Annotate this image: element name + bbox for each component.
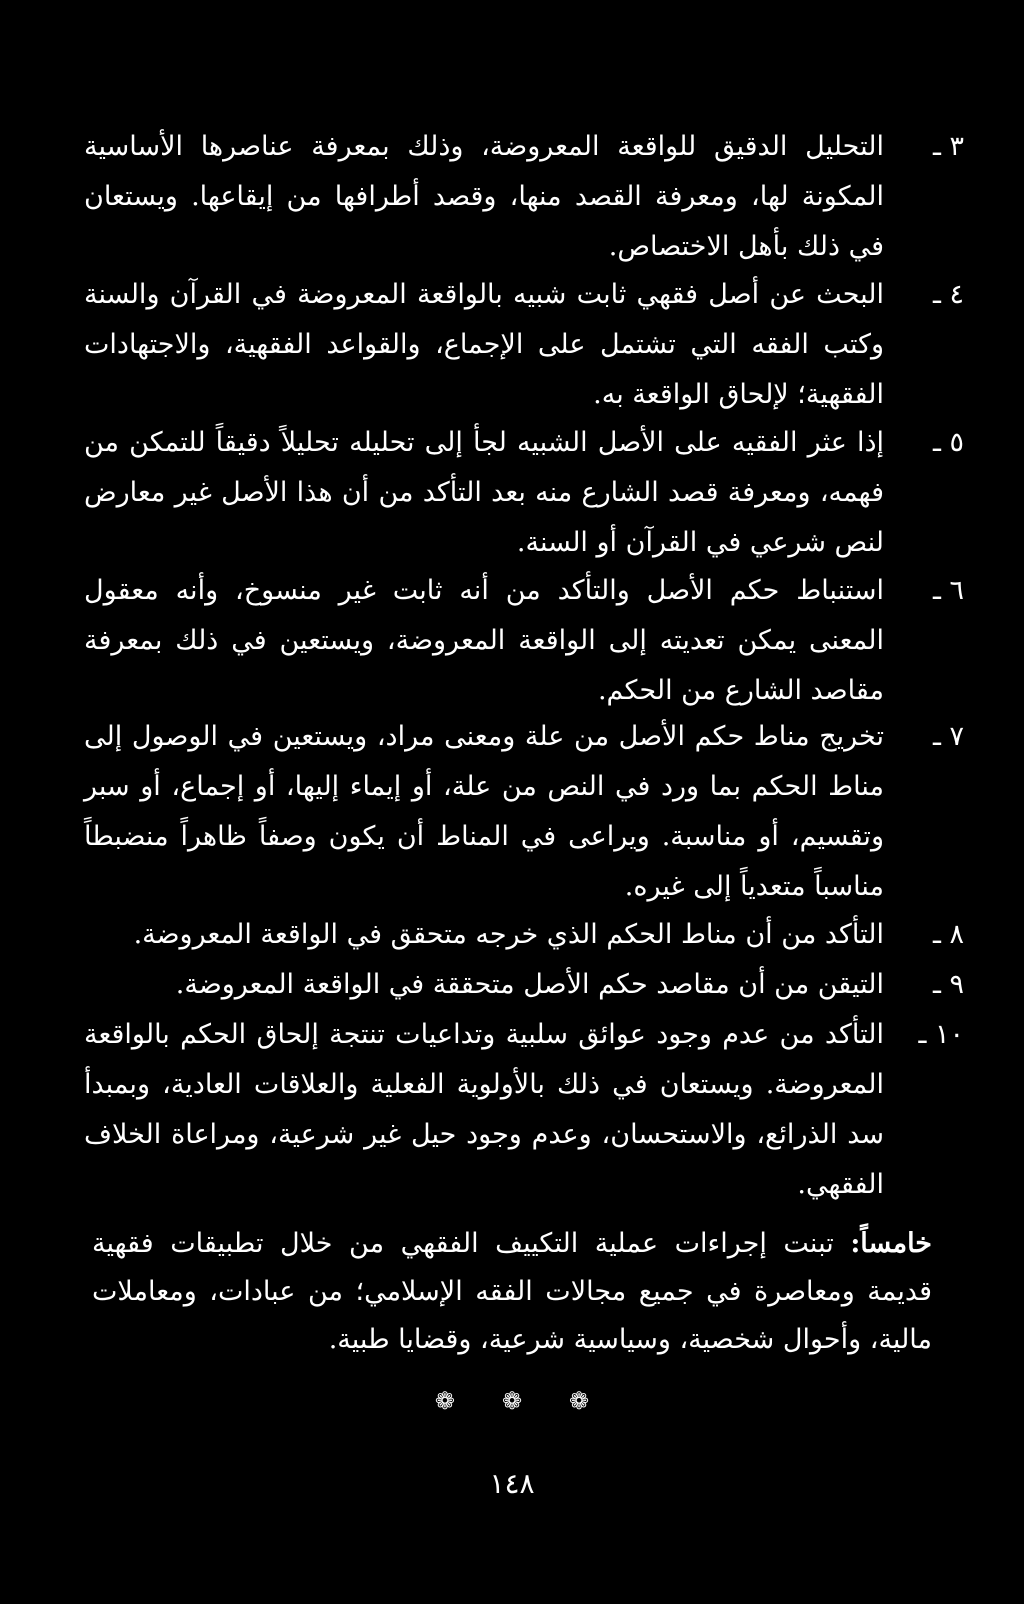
- list-item-4: [84, 270, 964, 420]
- conclusion-text: تبنت إجراءات عملية التكييف الفقهي من خلال تطبيقات فقهية قديمة ومعاصرة في جميع مجالات الفقه الإسلامي؛ من عبادات، ومعاملات مالية، وأحوال شخصية، وسياسية شرعية، وقضايا طبية.: [92, 1228, 932, 1355]
- item-text: التأكد من عدم وجود عوائق سلبية وتداعيات تنتجة إلحاق الحكم بالواقعة المعروضة. ويستعان في ذلك بالأولوية الفعلية والعلاقات العادية، وبمبدأ سد الذرائع، والاستحسان، وعدم وجود حيل غير شرعية، ومراعاة الخلاف الفقهي.: [84, 1019, 884, 1200]
- flower-ornament-icon: ❁: [569, 1387, 590, 1415]
- item-text: التيقن من أن مقاصد حكم الأصل متحققة في الواقعة المعروضة.: [175, 969, 884, 1000]
- list-item-9: [84, 960, 964, 1010]
- item-text: التحليل الدقيق للواقعة المعروضة، وذلك بمعرفة عناصرها الأساسية المكونة لها، ومعرفة القصد منها، وقصد أطرافها من إيقاعها. ويستعان في ذلك بأهل الاختصاص.: [84, 131, 884, 262]
- list-item-3: [84, 122, 964, 272]
- flower-ornament-icon: ❁: [434, 1387, 455, 1415]
- conclusion-paragraph: [92, 1220, 932, 1364]
- conclusion-label: خامساً:: [850, 1228, 932, 1259]
- section-divider: [0, 1388, 1024, 1414]
- list-item-10: [84, 1010, 964, 1210]
- list-item-6: [84, 566, 964, 716]
- item-number: ٩ ـ: [932, 969, 964, 1000]
- list-item-8: [84, 910, 964, 960]
- item-number: ٧ ـ: [932, 721, 964, 752]
- item-text: التأكد من أن مناط الحكم الذي خرجه متحقق في الواقعة المعروضة.: [133, 919, 884, 950]
- list-item-7: [84, 712, 964, 912]
- page-number: ١٤٨: [489, 1467, 535, 1500]
- item-number: ١٠ ـ: [918, 1019, 964, 1050]
- item-number: ٤ ـ: [932, 279, 964, 310]
- item-text: إذا عثر الفقيه على الأصل الشبيه لجأ إلى تحليله تحليلاً دقيقاً للتمكن من فهمه، ومعرفة قصد الشارع منه بعد التأكد من أن هذا الأصل غير معارض لنص شرعي في القرآن أو السنة.: [84, 427, 884, 558]
- item-text: تخريج مناط حكم الأصل من علة ومعنى مراد، ويستعين في الوصول إلى مناط الحكم بما ورد في النص من علة، أو إيماء إليها، أو إجماع، أو سبر وتقسيم، أو مناسبة. ويراعى في المناط أن يكون وصفاً ظاهراً منضبطاً مناسباً متعدياً إلى غيره.: [84, 721, 884, 902]
- item-number: ٥ ـ: [932, 427, 964, 458]
- flower-ornament-icon: ❁: [501, 1387, 523, 1415]
- item-number: ٦ ـ: [932, 575, 964, 606]
- list-item-5: [84, 418, 964, 568]
- item-text: البحث عن أصل فقهي ثابت شبيه بالواقعة المعروضة في القرآن والسنة وكتب الفقه التي تشتمل على الإجماع، والقواعد الفقهية، والاجتهادات الفقهية؛ لإلحاق الواقعة به.: [84, 279, 884, 410]
- item-text: استنباط حكم الأصل والتأكد من أنه ثابت غير منسوخ، وأنه معقول المعنى يمكن تعديته إلى الواقعة المعروضة، ويستعين في ذلك بمعرفة مقاصد الشارع من الحكم.: [84, 575, 884, 706]
- item-number: ٣ ـ: [932, 131, 964, 162]
- item-number: ٨ ـ: [932, 919, 964, 950]
